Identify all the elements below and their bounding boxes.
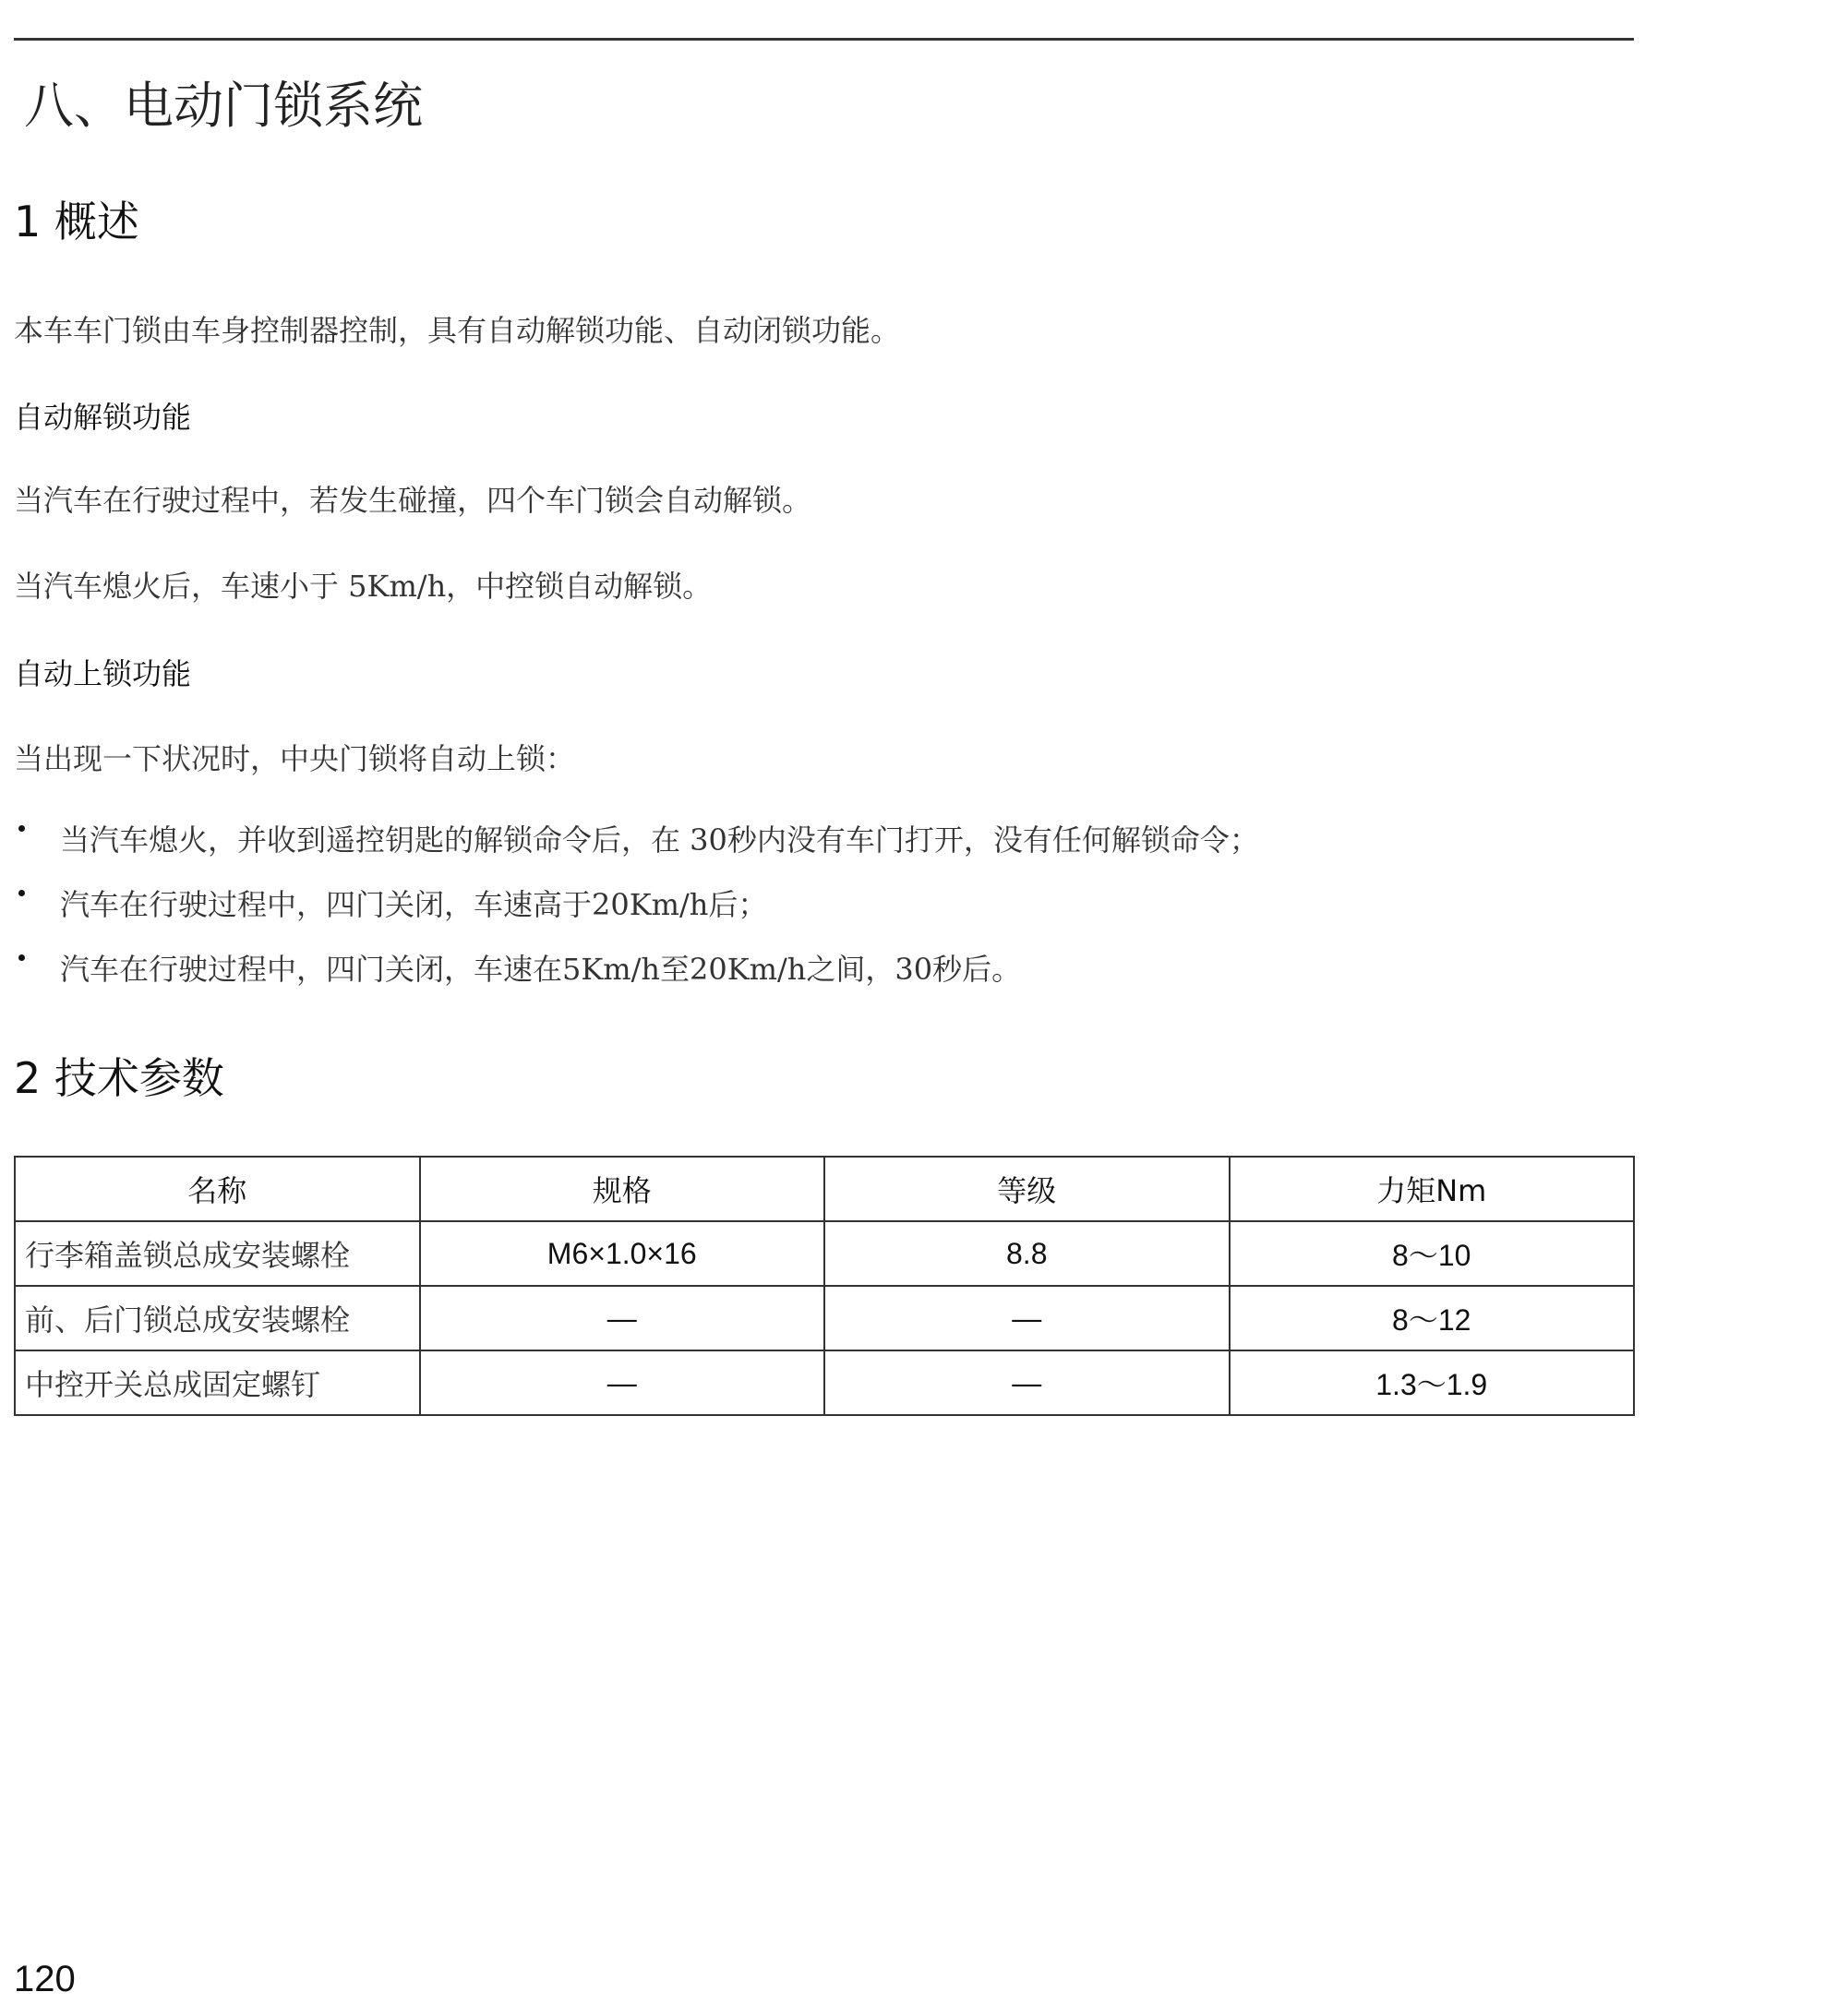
top-rule [14, 38, 1634, 41]
bullet-icon [18, 825, 25, 832]
column-header-grade: 等级 [824, 1157, 1230, 1221]
table-row [15, 1221, 1634, 1286]
cell-grade: — [824, 1350, 1230, 1415]
column-header-spec: 规格 [420, 1157, 825, 1221]
table-row [15, 1286, 1634, 1350]
cell-name: 中控开关总成固定螺钉 [15, 1350, 420, 1415]
column-header-name: 名称 [15, 1157, 420, 1221]
auto-unlock-heading: 自动解锁功能 [14, 400, 192, 435]
auto-unlock-line: 当汽车熄火后，车速小于 5Km/h，中控锁自动解锁。 [14, 569, 713, 604]
bullet-text: 当汽车熄火，并收到遥控钥匙的解锁命令后，在 30秒内没有车门打开，没有任何解锁命令； [60, 822, 1259, 858]
cell-spec: — [420, 1350, 825, 1415]
section-heading-specs: 2 技术参数 [14, 1053, 224, 1103]
cell-grade: — [824, 1286, 1230, 1350]
bullet-text: 汽车在行驶过程中，四门关闭，车速在5Km/h至20Km/h之间，30秒后。 [60, 952, 1022, 987]
cell-name: 前、后门锁总成安装螺栓 [15, 1286, 420, 1350]
cell-name: 行李箱盖锁总成安装螺栓 [15, 1221, 420, 1286]
auto-lock-intro: 当出现一下状况时，中央门锁将自动上锁： [14, 741, 576, 776]
chapter-title: 八、电动门锁系统 [24, 77, 423, 135]
cell-torque: 8～10 [1230, 1221, 1635, 1286]
auto-lock-heading: 自动上锁功能 [14, 656, 192, 691]
spec-table [14, 1156, 1635, 1416]
table-header-row [15, 1157, 1634, 1221]
cell-grade: 8.8 [824, 1221, 1230, 1286]
cell-spec: — [420, 1286, 825, 1350]
cell-torque: 8～12 [1230, 1286, 1635, 1350]
cell-spec: M6×1.0×16 [420, 1221, 825, 1286]
page-number: 120 [14, 1959, 76, 1999]
bullet-text: 汽车在行驶过程中，四门关闭，车速高于20Km/h后； [60, 887, 768, 922]
cell-torque: 1.3～1.9 [1230, 1350, 1635, 1415]
overview-intro: 本车车门锁由车身控制器控制，具有自动解锁功能、自动闭锁功能。 [14, 313, 901, 348]
bullet-icon [18, 954, 25, 961]
bullet-icon [18, 890, 25, 896]
column-header-torque: 力矩Nm [1230, 1157, 1635, 1221]
section-heading-overview: 1 概述 [14, 197, 139, 246]
table-row [15, 1350, 1634, 1415]
auto-unlock-line: 当汽车在行驶过程中，若发生碰撞，四个车门锁会自动解锁。 [14, 483, 812, 518]
